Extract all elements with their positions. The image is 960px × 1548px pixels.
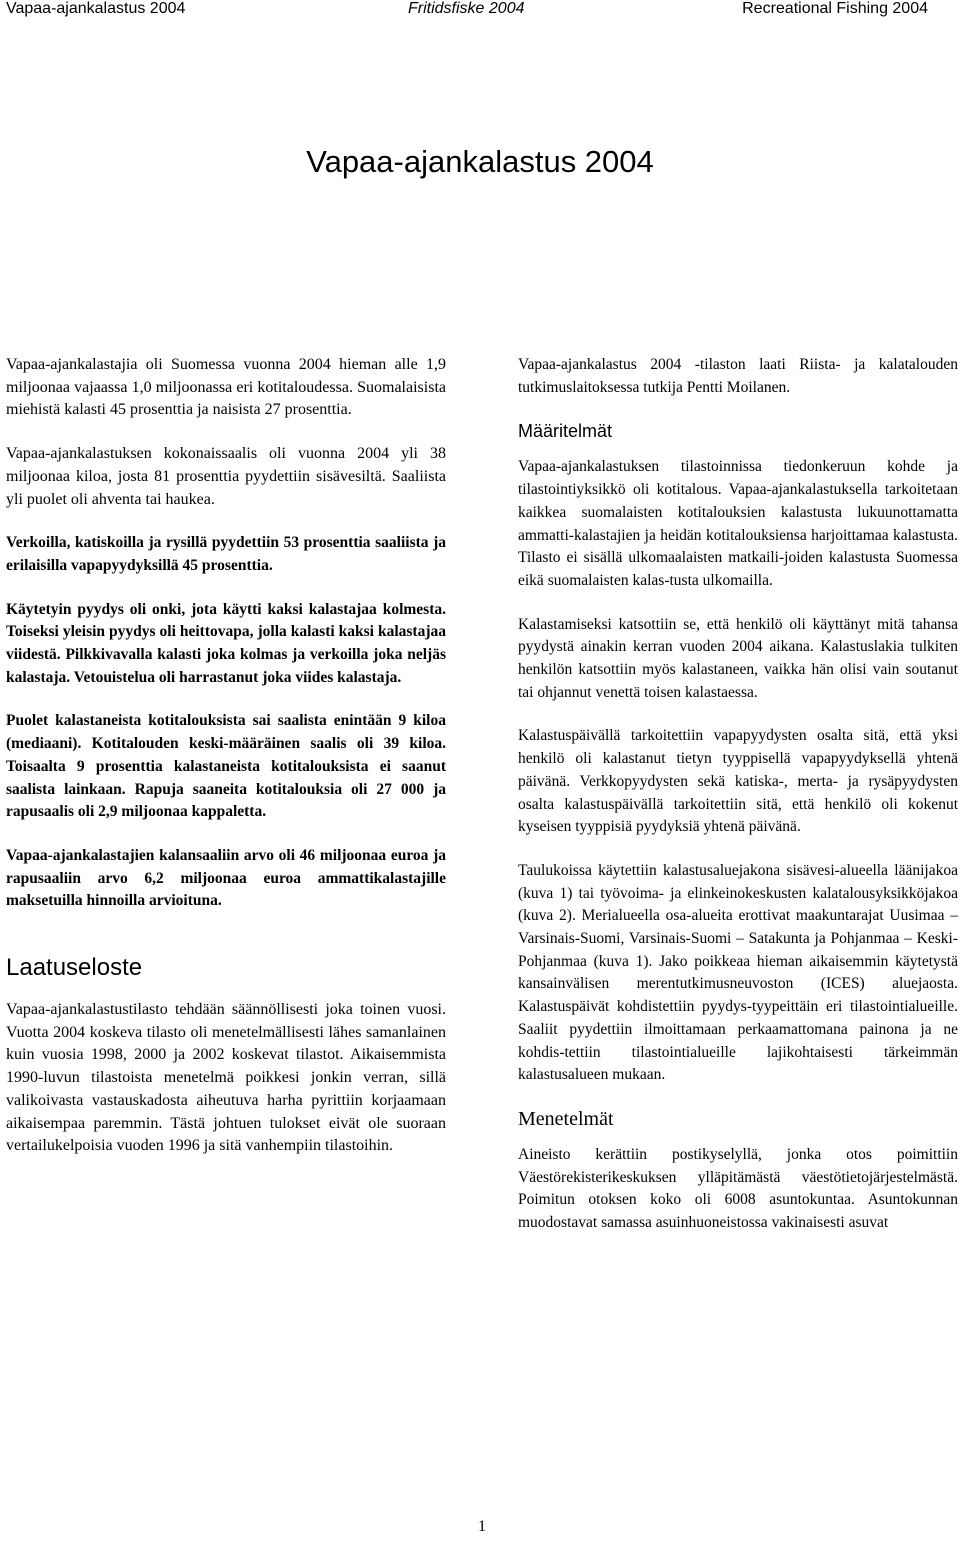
- methods-heading: Menetelmät: [518, 1107, 614, 1130]
- header-swedish-title: Fritidsfiske 2004: [408, 0, 525, 17]
- definitions-heading: Määritelmät: [518, 421, 613, 442]
- definitions-paragraph: Kalastuspäivällä tarkoitettiin vapapyydysten osalta sitä, että yksi henkilö oli kalastanut tietyn tyyppisellä vapapyydyksellä yhtenä päivänä. Verkkopyydysten sekä katiska-, merta- ja rysäpyydysten osalta kalastuspäivällä tarkoitettiin sitä, että henkilö oli kokenut kyseisen tyyppisiä pyydyksiä yhtenä päivänä.: [518, 727, 958, 836]
- definitions-paragraph: Taulukoissa käytettiin kalastusaluejakona sisävesi-alueella läänijakoa (kuva 1) tai työvoima- ja elinkeinokeskusten kalatalousyksikköjakoa (kuva 2). Merialueella osa-alueita erottivat maakuntarajat Uusimaa – Varsinais-Suomi, Varsinais-Suomi – Satakunta ja Pohjanmaa – Keski-Pohjanmaa (kuva 1). Jako poikkeaa hieman aikaisemmin käytetystä kansainvälisen merentutkimusneuvoston (ICES) aluejaosta. Kalastuspäivät kohdistettiin pyydys-tyypeittäin eri tilastointialueille. Saaliit pyydettiin ilmoittamaan perkaamattomana painona ja ne kohdis-tettiin tilastointialueille lajikohtaisesti tärkeimmän kalastusalueen mukaan.: [518, 861, 958, 1084]
- definitions-paragraph: Kalastamiseksi katsottiin se, että henkilö oli käyttänyt mitä tahansa pyydystä ainakin kerran vuoden 2004 aikana. Kalastuslakia tulkiten henkilön katsottiin myös kalastaneen, vaikka hän olisi vain soutanut tai ohjannut venettä toisen kalastaessa.: [518, 615, 958, 701]
- left-column: [6, 354, 446, 1179]
- page-title: Vapaa-ajankalastus 2004: [306, 144, 654, 179]
- page-number: 1: [478, 1518, 486, 1535]
- summary-paragraph: Puolet kalastaneista kotitalouksista sai saalista enintään 9 kiloa (mediaani). Kotitalouden keski-määräinen saalis oli 39 kiloa. Toisaalta 9 prosenttia kalastaneista kotitalouksista ei saanut saalista lainkaan. Rapuja saaneita kotitalouksia oli 27 000 ja rapusaalis oli 2,9 miljoonaa kappaletta.: [6, 712, 446, 821]
- running-header: [0, 0, 960, 24]
- summary-paragraph: Vapaa-ajankalastajien kalansaaliin arvo oli 46 miljoonaa euroa ja rapusaaliin arvo 6,2 miljoonaa euroa ammattikalastajille maksetuilla hinnoilla arvioituna.: [6, 846, 446, 910]
- definitions-paragraph: Vapaa-ajankalastuksen tilastoinnissa tiedonkeruun kohde ja tilastointiyksikkö oli kotitalous. Vapaa-ajankalastuksella tarkoitetaan kaikkea suomalaisten kotitalouksien kalastusta lukuunottamatta ammatti-kalastajien ja heidän kotitalouksiensa harjoittamaa kalastusta. Tilasto ei sisällä ulkomaalaisten matkaili-joiden kalastusta Suomessa eikä suomalaisten kalas-tusta ulkomailla.: [518, 458, 958, 589]
- summary-paragraph: Käytetyin pyydys oli onki, jota käytti kaksi kalastajaa kolmesta. Toiseksi yleisin pyydys oli heittovapa, jolla kalasti kaksi kalastajaa viidestä. Pilkkivavalla kalasti joka kolmas ja verkoilla joka neljäs kalastaja. Vetouistelua oli harrastanut joka viides kalastaja.: [6, 600, 446, 686]
- header-english-title: Recreational Fishing 2004: [742, 0, 928, 17]
- methods-paragraph: Aineisto kerättiin postikyselyllä, jonka otos poimittiin Väestörekisterikeskuksen ylläpitämästä väestötietojärjestelmästä. Poimitun otoksen koko oli 6008 asuntokuntaa. Asuntokunnan muodostavat samassa asuinhuoneistossa vakinaisesti asuvat: [518, 1145, 958, 1232]
- right-column: [518, 354, 958, 1256]
- intro-paragraph: Vapaa-ajankalastus 2004 -tilaston laati Riista- ja kalatalouden tutkimuslaitoksessa tutkija Pentti Moilanen.: [518, 356, 958, 396]
- summary-paragraph: Vapaa-ajankalastuksen kokonaissaalis oli vuonna 2004 yli 38 miljoonaa kiloa, josta 81 prosenttia pyydettiin sisävesiltä. Saaliista yli puolet oli ahventa tai haukea.: [6, 445, 446, 508]
- summary-paragraph: Verkoilla, katiskoilla ja rysillä pyydettiin 53 prosenttia saaliista ja erilaisilla vapapyydyksillä 45 prosenttia.: [6, 534, 446, 574]
- quality-heading: Laatuseloste: [6, 954, 143, 982]
- quality-paragraph: Vapaa-ajankalastustilasto tehdään säännöllisesti joka toinen vuosi. Vuotta 2004 koskeva tilasto oli menetelmällisesti lähes samanlainen kuin vuosia 1998, 2000 ja 2002 koskevat tilastot. Aikaisemmista 1990-luvun tilastoista menetelmä poikkesi jonkin verran, sillä valikoivasta vastauskadosta aiheutuva harha pyrittiin korjaamaan aikaisempaa paremmin. Tästä johtuen tulokset eivät ole suoraan vertailukelpoisia vuoden 1996 ja sitä vanhempiin tilastoihin.: [6, 1001, 446, 1155]
- summary-paragraph: Vapaa-ajankalastajia oli Suomessa vuonna 2004 hieman alle 1,9 miljoonaa vajaassa 1,0 miljoonassa eri kotitaloudessa. Suomalaisista miehistä kalasti 45 prosenttia ja naisista 27 prosenttia.: [6, 356, 446, 419]
- header-finnish-title: Vapaa-ajankalastus 2004: [6, 0, 186, 17]
